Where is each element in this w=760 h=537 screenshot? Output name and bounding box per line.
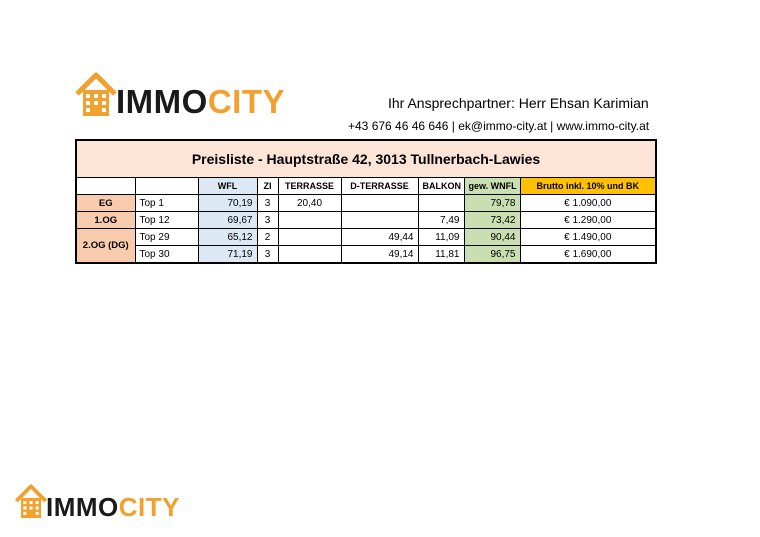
zi-cell: 3 [257, 195, 278, 212]
header-floor [76, 178, 135, 195]
d-terrasse-cell: 49,44 [341, 229, 418, 246]
zi-cell: 2 [257, 229, 278, 246]
brutto-cell: € 1.290,00 [520, 212, 656, 229]
brutto-cell: € 1.490,00 [520, 229, 656, 246]
contact-person: Ihr Ansprechpartner: Herr Ehsan Karimian [388, 95, 649, 111]
header-d-terrasse: D-TERRASSE [341, 178, 418, 195]
d-terrasse-cell [341, 195, 418, 212]
price-list-title: Preisliste - Hauptstraße 42, 3013 Tullnerbach-Lawies [76, 140, 656, 178]
immocity-logo [74, 70, 285, 118]
logo-word-immo: IMMO [46, 492, 119, 522]
header-wfl: WFL [198, 178, 257, 195]
terrasse-cell: 20,40 [278, 195, 341, 212]
logo-wordmark [46, 494, 180, 520]
gew-wnfl-cell: 96,75 [464, 246, 520, 264]
building-house-icon [74, 70, 118, 118]
table-row [76, 229, 656, 246]
logo-word-immo: IMMO [116, 83, 208, 120]
header-brutto: Brutto inkl. 10% und BK [520, 178, 656, 195]
table-header-row [76, 178, 656, 195]
table-row [76, 195, 656, 212]
floor-cell: 2.OG (DG) [76, 229, 135, 264]
unit-cell: Top 1 [135, 195, 198, 212]
terrasse-cell [278, 246, 341, 264]
header-unit [135, 178, 198, 195]
logo-wordmark [116, 85, 285, 118]
logo-word-city: CITY [207, 83, 285, 120]
balkon-cell: 7,49 [418, 212, 464, 229]
terrasse-cell [278, 212, 341, 229]
zi-cell: 3 [257, 246, 278, 264]
brutto-cell: € 1.690,00 [520, 246, 656, 264]
floor-cell: EG [76, 195, 135, 212]
terrasse-cell [278, 229, 341, 246]
table-row [76, 246, 656, 264]
wfl-cell: 71,19 [198, 246, 257, 264]
contact-details: +43 676 46 46 646 | ek@immo-city.at | www.immo-city.at [348, 119, 650, 133]
header-terrasse: TERRASSE [278, 178, 341, 195]
unit-cell: Top 12 [135, 212, 198, 229]
wfl-cell: 65,12 [198, 229, 257, 246]
brutto-cell: € 1.090,00 [520, 195, 656, 212]
balkon-cell [418, 195, 464, 212]
header-balkon: BALKON [418, 178, 464, 195]
unit-cell: Top 30 [135, 246, 198, 264]
zi-cell: 3 [257, 212, 278, 229]
gew-wnfl-cell: 79,78 [464, 195, 520, 212]
wfl-cell: 69,67 [198, 212, 257, 229]
gew-wnfl-cell: 73,42 [464, 212, 520, 229]
table-row [76, 212, 656, 229]
d-terrasse-cell [341, 212, 418, 229]
price-list-table [75, 139, 657, 264]
unit-cell: Top 29 [135, 229, 198, 246]
building-house-icon [14, 482, 48, 520]
balkon-cell: 11,09 [418, 229, 464, 246]
floor-cell: 1.OG [76, 212, 135, 229]
balkon-cell: 11,81 [418, 246, 464, 264]
header-zi: ZI [257, 178, 278, 195]
table-title-row [76, 140, 656, 178]
immocity-logo-footer [14, 482, 180, 520]
wfl-cell: 70,19 [198, 195, 257, 212]
logo-word-city: CITY [118, 492, 180, 522]
gew-wnfl-cell: 90,44 [464, 229, 520, 246]
d-terrasse-cell: 49,14 [341, 246, 418, 264]
header-gew-wnfl: gew. WNFL [464, 178, 520, 195]
